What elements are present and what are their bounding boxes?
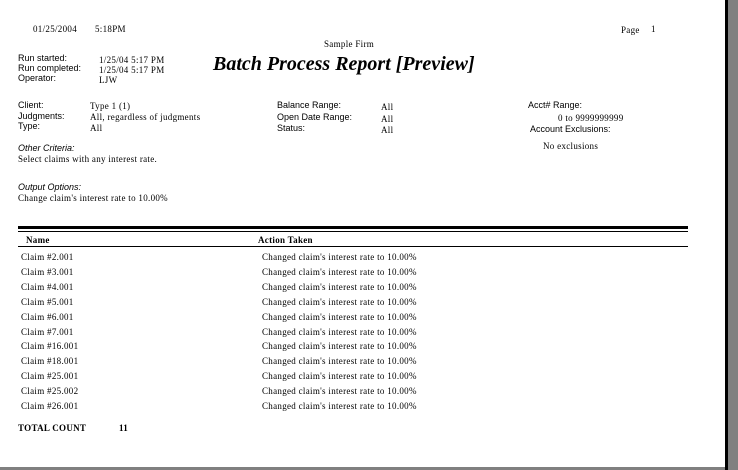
operator-value: LJW [99, 75, 118, 85]
run-started-label: Run started: [18, 53, 68, 63]
claim-name: Claim #5.001 [21, 297, 74, 307]
operator-label: Operator: [18, 73, 57, 83]
other-criteria-value: Select claims with any interest rate. [18, 154, 158, 164]
claim-action: Changed claim's interest rate to 10.00% [262, 356, 417, 366]
claim-action: Changed claim's interest rate to 10.00% [262, 297, 417, 307]
column-header-name: Name [26, 235, 50, 245]
open-date-range-label: Open Date Range: [277, 112, 353, 122]
report-time: 5:18PM [95, 24, 126, 34]
column-header-action: Action Taken [258, 235, 313, 245]
open-date-range-value: All [381, 114, 394, 124]
client-label: Client: [18, 100, 44, 110]
page-label: Page [621, 25, 640, 35]
balance-range-value: All [381, 102, 394, 112]
claim-action: Changed claim's interest rate to 10.00% [262, 312, 417, 322]
account-exclusions-label: Account Exclusions: [530, 124, 611, 134]
total-count-value: 11 [119, 423, 129, 433]
acct-range-value: 0 to 9999999999 [558, 113, 624, 123]
claim-action: Changed claim's interest rate to 10.00% [262, 252, 417, 262]
claim-name: Claim #25.002 [21, 386, 79, 396]
section-rule-thin [18, 231, 688, 232]
claim-name: Claim #18.001 [21, 356, 79, 366]
claim-name: Claim #25.001 [21, 371, 79, 381]
run-completed-label: Run completed: [18, 63, 82, 73]
output-options-value: Change claim's interest rate to 10.00% [18, 193, 168, 203]
report-title: Batch Process Report [Preview] [213, 53, 475, 75]
account-exclusions-value: No exclusions [543, 141, 599, 151]
claim-name: Claim #16.001 [21, 341, 79, 351]
claim-action: Changed claim's interest rate to 10.00% [262, 386, 417, 396]
claim-name: Claim #4.001 [21, 282, 74, 292]
claim-action: Changed claim's interest rate to 10.00% [262, 282, 417, 292]
claim-name: Claim #2.001 [21, 252, 74, 262]
report-date: 01/25/2004 [33, 24, 78, 34]
balance-range-label: Balance Range: [277, 100, 342, 110]
other-criteria-label: Other Criteria: [18, 143, 75, 153]
claim-name: Claim #6.001 [21, 312, 74, 322]
column-header-rule [18, 246, 688, 247]
claim-action: Changed claim's interest rate to 10.00% [262, 267, 417, 277]
claim-action: Changed claim's interest rate to 10.00% [262, 341, 417, 351]
claim-name: Claim #3.001 [21, 267, 74, 277]
claim-action: Changed claim's interest rate to 10.00% [262, 327, 417, 337]
judgments-value: All, regardless of judgments [90, 112, 201, 122]
acct-range-label: Acct# Range: [528, 100, 583, 110]
type-label: Type: [18, 121, 41, 131]
run-started-value: 1/25/04 5:17 PM [99, 55, 165, 65]
section-rule-thick [18, 226, 688, 229]
page-shadow-right [725, 0, 738, 470]
judgments-label: Judgments: [18, 111, 65, 121]
output-options-label: Output Options: [18, 182, 82, 192]
status-label: Status: [277, 123, 306, 133]
total-count-label: TOTAL COUNT [18, 423, 87, 433]
claim-action: Changed claim's interest rate to 10.00% [262, 371, 417, 381]
firm-name: Sample Firm [324, 39, 375, 49]
client-value: Type 1 (1) [90, 101, 131, 111]
run-completed-value: 1/25/04 5:17 PM [99, 65, 165, 75]
status-value: All [381, 125, 394, 135]
claim-name: Claim #7.001 [21, 327, 74, 337]
page-number: 1 [651, 24, 656, 34]
type-value: All [90, 123, 103, 133]
claim-action: Changed claim's interest rate to 10.00% [262, 401, 417, 411]
claim-name: Claim #26.001 [21, 401, 79, 411]
